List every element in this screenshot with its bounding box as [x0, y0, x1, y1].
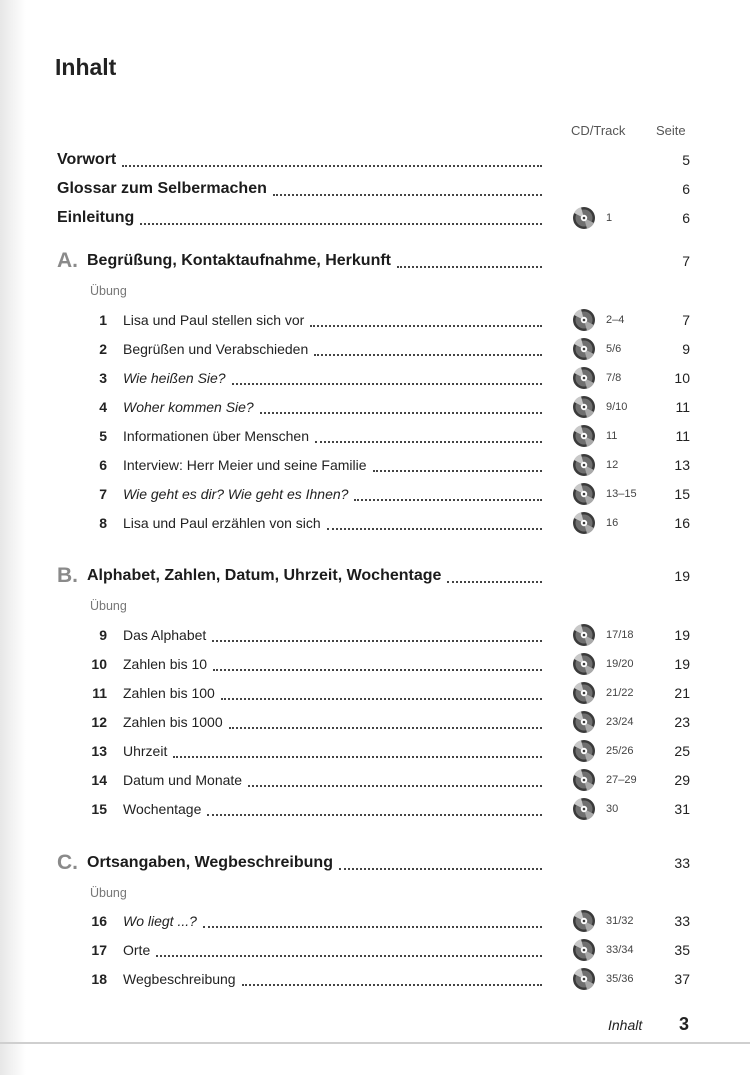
exercise-number: 17 [91, 942, 107, 958]
track-number: 25/26 [606, 745, 634, 757]
page-title: Inhalt [55, 54, 117, 80]
exercise-label: Interview: Herr Meier und seine Familie [123, 457, 367, 473]
exercise-number: 15 [91, 801, 107, 817]
entry-label: Vorwort [57, 151, 117, 168]
dot-leader [221, 698, 542, 700]
uebung-label: Übung [90, 284, 127, 298]
dot-leader [122, 165, 542, 167]
exercise-row[interactable] [0, 336, 750, 362]
cd-icon [572, 768, 596, 792]
track-number: 7/8 [606, 372, 622, 384]
track-number: 17/18 [606, 629, 634, 641]
exercise-page: 33 [674, 913, 690, 929]
cd-icon [572, 482, 596, 506]
exercise-page: 25 [674, 743, 690, 759]
exercise-page: 11 [675, 428, 690, 444]
exercise-number: 13 [91, 743, 107, 759]
uebung-label: Übung [90, 886, 127, 900]
cd-icon [572, 206, 596, 230]
track-number: 1 [606, 212, 613, 224]
exercise-page: 10 [674, 370, 690, 386]
cd-icon [572, 511, 596, 535]
page-bottom-edge [0, 1042, 750, 1044]
exercise-number: 18 [91, 971, 107, 987]
dot-leader [373, 470, 542, 472]
exercise-row[interactable] [0, 738, 750, 764]
track-number: 12 [606, 459, 619, 471]
track-number: 27–29 [606, 774, 637, 786]
section-page: 19 [674, 568, 690, 584]
section-header-c[interactable] [0, 849, 750, 877]
section-title: Begrüßung, Kontaktaufnahme, Herkunft [87, 252, 392, 269]
exercise-number: 12 [91, 714, 107, 730]
exercise-label: Wie heißen Sie? [123, 370, 226, 386]
exercise-row[interactable] [0, 622, 750, 648]
track-number: 2–4 [606, 314, 625, 326]
uebung-label: Übung [90, 599, 127, 613]
toc-entry-glossar[interactable] [0, 175, 750, 203]
cd-icon [572, 938, 596, 962]
exercise-row[interactable] [0, 966, 750, 992]
track-number: 30 [606, 803, 619, 815]
exercise-row[interactable] [0, 394, 750, 420]
track-number: 21/22 [606, 687, 634, 699]
exercise-number: 3 [99, 370, 107, 386]
exercise-label: Zahlen bis 1000 [123, 714, 223, 730]
section-letter: B. [57, 564, 78, 587]
exercise-number: 16 [91, 913, 107, 929]
exercise-label: Zahlen bis 100 [123, 685, 215, 701]
dot-leader [310, 325, 542, 327]
exercise-page: 13 [674, 457, 690, 473]
entry-page: 6 [682, 181, 690, 197]
exercise-label: Informationen über Menschen [123, 428, 309, 444]
entry-page: 5 [682, 152, 690, 168]
exercise-label: Orte [123, 942, 151, 958]
exercise-page: 23 [674, 714, 690, 730]
exercise-number: 5 [99, 428, 107, 444]
exercise-number: 10 [91, 656, 107, 672]
dot-leader [203, 926, 542, 928]
toc-entry-einleitung[interactable] [0, 204, 750, 232]
dot-leader [207, 814, 542, 816]
exercise-page: 19 [674, 627, 690, 643]
cd-icon [572, 337, 596, 361]
exercise-row[interactable] [0, 709, 750, 735]
cd-icon [572, 652, 596, 676]
cd-icon [572, 909, 596, 933]
dot-leader [260, 412, 542, 414]
track-number: 9/10 [606, 401, 628, 413]
exercise-label: Das Alphabet [123, 627, 207, 643]
dot-leader [315, 441, 542, 443]
dot-leader [212, 640, 542, 642]
exercise-page: 29 [674, 772, 690, 788]
dot-leader [397, 266, 542, 268]
track-number: 33/34 [606, 944, 634, 956]
exercise-row[interactable] [0, 481, 750, 507]
exercise-row[interactable] [0, 423, 750, 449]
exercise-label: Wie geht es dir? Wie geht es Ihnen? [123, 486, 349, 502]
dot-leader [242, 984, 542, 986]
section-title: Ortsangaben, Wegbeschreibung [87, 854, 333, 871]
footer-page-number: 3 [679, 1014, 690, 1034]
track-number: 19/20 [606, 658, 634, 670]
dot-leader [173, 756, 542, 758]
exercise-label: Wegbeschreibung [123, 971, 236, 987]
exercise-number: 7 [99, 486, 107, 502]
exercise-row[interactable] [0, 452, 750, 478]
dot-leader [273, 194, 542, 196]
section-letter: C. [57, 851, 78, 874]
exercise-row[interactable] [0, 796, 750, 822]
exercise-number: 2 [99, 341, 107, 357]
exercise-number: 6 [99, 457, 107, 473]
exercise-number: 8 [99, 515, 107, 531]
dot-leader [140, 223, 542, 225]
track-number: 11 [606, 430, 618, 442]
exercise-page: 11 [675, 399, 690, 415]
cd-icon [572, 308, 596, 332]
section-header-b[interactable] [0, 562, 750, 590]
cd-icon [572, 710, 596, 734]
cd-icon [572, 623, 596, 647]
exercise-label: Wo liegt ...? [123, 913, 197, 929]
exercise-page: 21 [674, 685, 690, 701]
exercise-label: Uhrzeit [123, 743, 168, 759]
dot-leader [213, 669, 542, 671]
dot-leader [156, 955, 542, 957]
exercise-page: 7 [682, 312, 690, 328]
track-number: 31/32 [606, 915, 634, 927]
cd-icon [572, 395, 596, 419]
column-header-cd-track: CD/Track [571, 123, 626, 138]
dot-leader [232, 383, 542, 385]
exercise-label: Begrüßen und Verabschieden [123, 341, 309, 357]
exercise-number: 1 [99, 312, 107, 328]
column-header-page: Seite [656, 123, 686, 138]
exercise-row[interactable] [0, 651, 750, 677]
dot-leader [327, 528, 542, 530]
cd-icon [572, 797, 596, 821]
exercise-label: Lisa und Paul stellen sich vor [123, 312, 305, 328]
dot-leader [229, 727, 542, 729]
exercise-row[interactable] [0, 680, 750, 706]
toc-entry-vorwort[interactable] [0, 146, 750, 174]
exercise-page: 19 [674, 656, 690, 672]
section-header-a[interactable] [0, 247, 750, 275]
track-number: 13–15 [606, 488, 637, 500]
exercise-number: 4 [99, 399, 107, 415]
section-page: 7 [682, 253, 690, 269]
section-page: 33 [674, 855, 690, 871]
exercise-number: 9 [99, 627, 107, 643]
cd-icon [572, 967, 596, 991]
exercise-row[interactable] [0, 937, 750, 963]
cd-icon [572, 739, 596, 763]
dot-leader [248, 785, 542, 787]
exercise-page: 9 [682, 341, 690, 357]
exercise-row[interactable] [0, 908, 750, 934]
exercise-label: Wochentage [123, 801, 202, 817]
dot-leader [339, 868, 542, 870]
exercise-row[interactable] [0, 510, 750, 536]
exercise-number: 11 [92, 685, 107, 701]
track-number: 5/6 [606, 343, 622, 355]
track-number: 35/36 [606, 973, 634, 985]
exercise-row[interactable] [0, 365, 750, 391]
exercise-page: 16 [674, 515, 690, 531]
section-title: Alphabet, Zahlen, Datum, Uhrzeit, Wochentage [87, 567, 442, 584]
entry-label: Glossar zum Selbermachen [57, 180, 267, 197]
cd-icon [572, 681, 596, 705]
exercise-label: Woher kommen Sie? [123, 399, 254, 415]
exercise-page: 15 [674, 486, 690, 502]
exercise-label: Zahlen bis 10 [123, 656, 208, 672]
dot-leader [314, 354, 542, 356]
entry-page: 6 [682, 210, 690, 226]
entry-label: Einleitung [57, 209, 135, 226]
dot-leader [447, 581, 542, 583]
section-letter: A. [57, 249, 78, 272]
track-number: 23/24 [606, 716, 634, 728]
cd-icon [572, 424, 596, 448]
track-number: 16 [606, 517, 619, 529]
dot-leader [354, 499, 542, 501]
exercise-page: 31 [674, 801, 690, 817]
exercise-page: 37 [674, 971, 690, 987]
exercise-label: Lisa und Paul erzählen von sich [123, 515, 321, 531]
cd-icon [572, 453, 596, 477]
exercise-row[interactable] [0, 307, 750, 333]
footer-label: Inhalt [608, 1017, 643, 1033]
cd-icon [572, 366, 596, 390]
exercise-label: Datum und Monate [123, 772, 243, 788]
exercise-page: 35 [674, 942, 690, 958]
exercise-number: 14 [91, 772, 107, 788]
exercise-row[interactable] [0, 767, 750, 793]
